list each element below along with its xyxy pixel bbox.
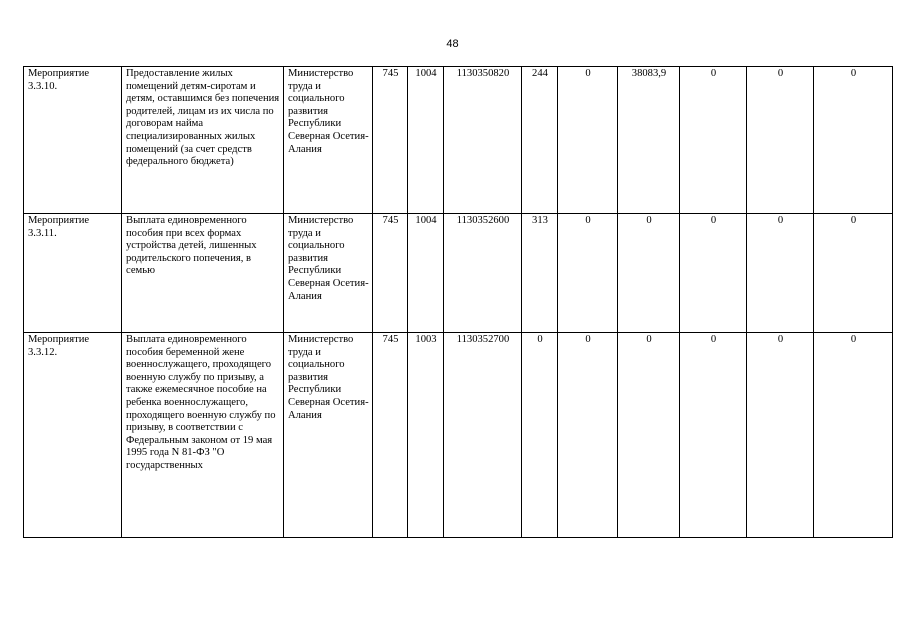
- description-cell: Выплата единовременного пособия при всех формах устройства детей, лишенных родительского попечения, в семью: [122, 214, 284, 333]
- grbs-cell: 745: [373, 67, 408, 214]
- description-cell: Выплата единовременного пособия беременной жене военнослужащего, проходящего военную службу по призыву, а также ежемесячное пособие на ребенка военнослужащего, проходящего военную службу по призыву, в соответствии с Федеральным законом от 19 мая 1995 года N 81-ФЗ "О государственных: [122, 333, 284, 538]
- rzpr-cell: 1003: [408, 333, 444, 538]
- budget-table: [23, 66, 893, 538]
- item-cell: Мероприятие 3.3.12.: [24, 333, 122, 538]
- csr-cell: 1130352700: [444, 333, 522, 538]
- grbs-cell: 745: [373, 214, 408, 333]
- value-cell: 0: [680, 214, 747, 333]
- item-cell: Мероприятие 3.3.11.: [24, 214, 122, 333]
- value-cell: 0: [558, 214, 618, 333]
- table-row: [24, 67, 893, 214]
- executor-cell: Министерство труда и социального развития Республики Северная Осетия-Алания: [284, 67, 373, 214]
- value-cell: 0: [558, 333, 618, 538]
- grbs-cell: 745: [373, 333, 408, 538]
- description-cell: Предоставление жилых помещений детям-сиротам и детям, оставшимся без попечения родителей, лицам из их числа по договорам найма специализированных жилых помещений (за счет средств федерального бюджета): [122, 67, 284, 214]
- value-cell: 0: [747, 214, 814, 333]
- vr-cell: 244: [522, 67, 558, 214]
- csr-cell: 1130352600: [444, 214, 522, 333]
- value-cell: 0: [747, 67, 814, 214]
- value-cell: 0: [618, 214, 680, 333]
- value-cell: 0: [747, 333, 814, 538]
- vr-cell: 0: [522, 333, 558, 538]
- value-cell: 0: [814, 67, 893, 214]
- item-cell: Мероприятие 3.3.10.: [24, 67, 122, 214]
- value-cell: 0: [558, 67, 618, 214]
- executor-cell: Министерство труда и социального развития Республики Северная Осетия-Алания: [284, 333, 373, 538]
- rzpr-cell: 1004: [408, 214, 444, 333]
- rzpr-cell: 1004: [408, 67, 444, 214]
- value-cell: 0: [814, 214, 893, 333]
- value-cell: 0: [814, 333, 893, 538]
- value-cell: 0: [680, 333, 747, 538]
- vr-cell: 313: [522, 214, 558, 333]
- value-cell: 0: [618, 333, 680, 538]
- executor-cell: Министерство труда и социального развития Республики Северная Осетия-Алания: [284, 214, 373, 333]
- page-number: 48: [446, 38, 459, 50]
- table-row: [24, 333, 893, 538]
- csr-cell: 1130350820: [444, 67, 522, 214]
- value-cell: 38083,9: [618, 67, 680, 214]
- value-cell: 0: [680, 67, 747, 214]
- table-row: [24, 214, 893, 333]
